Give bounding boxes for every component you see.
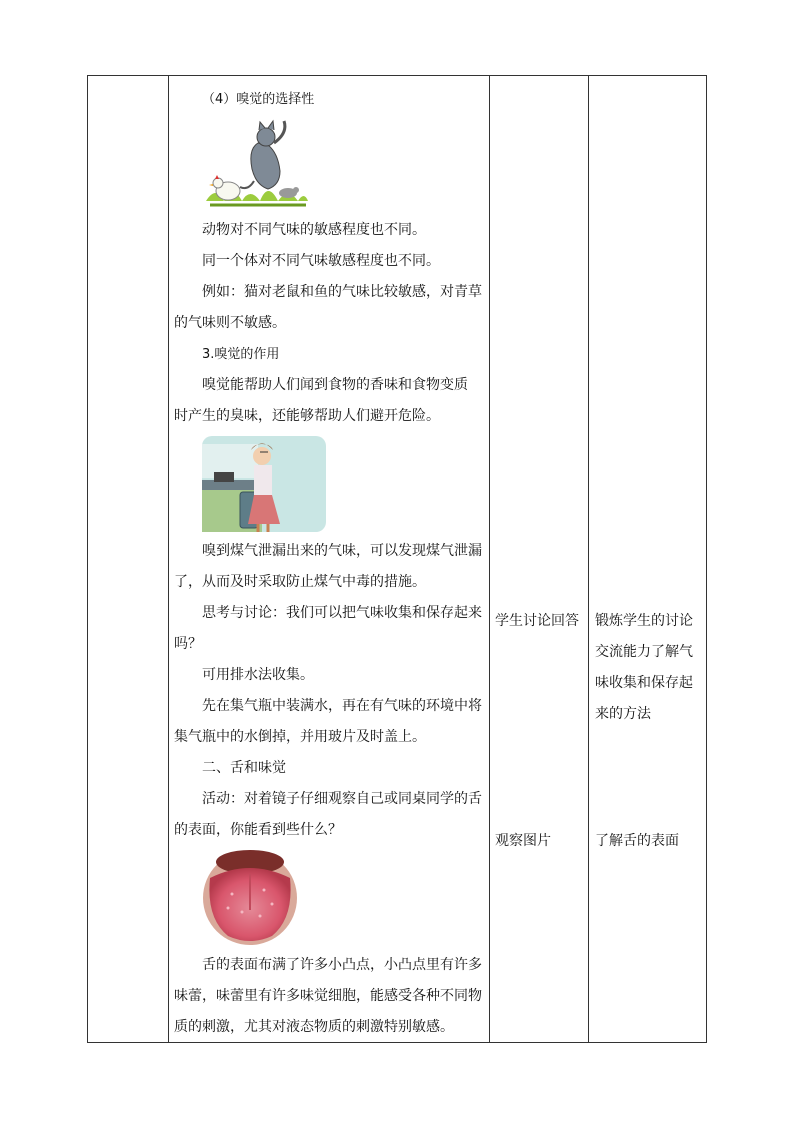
student-activity-discuss: 学生讨论回答 bbox=[495, 613, 579, 629]
section-heading: 二、舌和味觉 bbox=[202, 760, 286, 776]
text-line: 嗅觉能帮助人们闻到食物的香味和食物变质 bbox=[202, 377, 468, 393]
purpose-observe: 了解舌的表面 bbox=[595, 833, 679, 849]
column-divider bbox=[489, 76, 490, 1042]
purpose-discuss: 锻炼学生的讨论交流能力了解气味收集和保存起来的方法 bbox=[595, 613, 693, 722]
text-line: 集气瓶中的水倒掉，并用玻片及时盖上。 bbox=[174, 729, 426, 745]
text-line: 了，从而及时采取防止煤气中毒的措施。 bbox=[174, 574, 426, 590]
column-divider bbox=[168, 76, 169, 1042]
text-line: 同一个体对不同气味敏感程度也不同。 bbox=[202, 253, 440, 269]
text-line: 时产生的臭味，还能够帮助人们避开危险。 bbox=[174, 408, 440, 424]
text-line: 嗅到煤气泄漏出来的气味，可以发现煤气泄漏 bbox=[202, 543, 482, 559]
tongue-photo bbox=[202, 850, 298, 946]
text-line: 的气味则不敏感。 bbox=[174, 315, 286, 331]
cat-chicken-mouse-illustration bbox=[202, 119, 310, 211]
section-heading: （4）嗅觉的选择性 bbox=[202, 92, 315, 107]
text-line: 先在集气瓶中装满水，再在有气味的环境中将 bbox=[202, 698, 482, 714]
text-line: 动物对不同气味的敏感程度也不同。 bbox=[202, 222, 426, 238]
section-heading: 3.嗅觉的作用 bbox=[202, 347, 280, 362]
text-line: 舌的表面布满了许多小凸点，小凸点里有许多 bbox=[202, 957, 482, 973]
text-line: 味蕾，味蕾里有许多味觉细胞，能感受各种不同物 bbox=[174, 988, 482, 1004]
text-line: 可用排水法收集。 bbox=[202, 667, 314, 683]
gas-leak-illustration bbox=[202, 436, 326, 532]
text-line: 例如：猫对老鼠和鱼的气味比较敏感，对青草 bbox=[202, 284, 482, 300]
text-line: 质的刺激，尤其对液态物质的刺激特别敏感。 bbox=[174, 1019, 454, 1035]
text-line: 思考与讨论：我们可以把气味收集和保存起来 bbox=[202, 605, 482, 621]
student-activity-observe: 观察图片 bbox=[495, 833, 551, 849]
teaching-content bbox=[174, 84, 486, 1043]
text-line: 的表面，你能看到些什么？ bbox=[174, 822, 342, 838]
text-line: 活动：对着镜子仔细观察自己或同桌同学的舌 bbox=[202, 791, 482, 807]
lesson-table bbox=[87, 75, 707, 1043]
text-line: 吗？ bbox=[174, 636, 202, 652]
column-divider bbox=[588, 76, 589, 1042]
